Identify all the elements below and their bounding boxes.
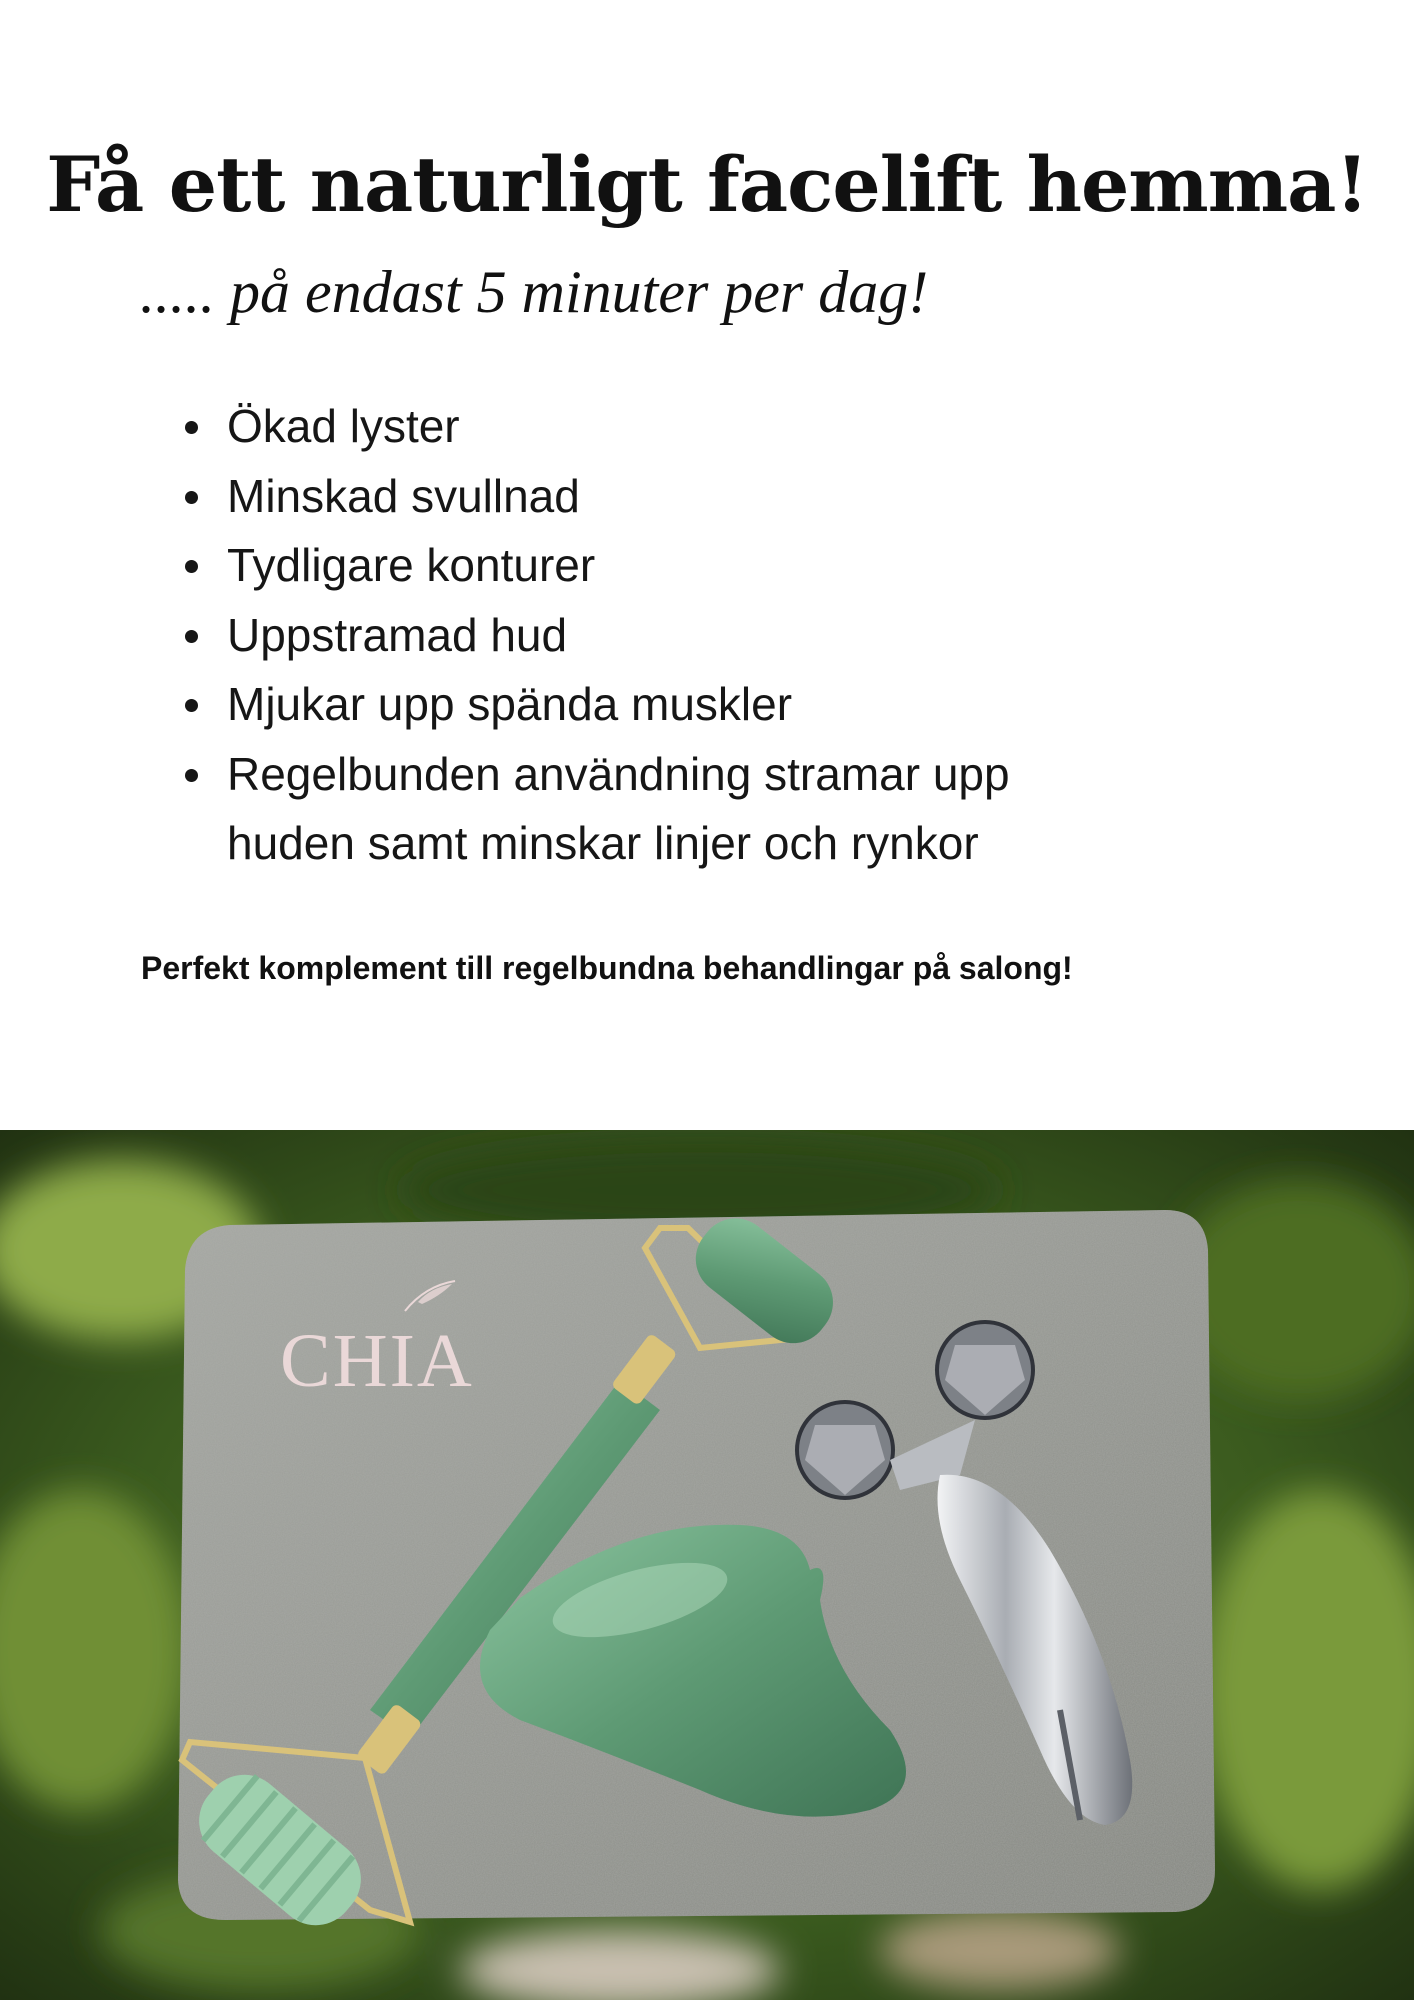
subheadline: ..... på endast 5 minuter per dag! (140, 259, 929, 325)
feather-icon (400, 1276, 460, 1316)
list-item: Mjukar upp spända muskler (175, 670, 1175, 740)
brand-wordmark: CHIA (280, 1319, 474, 1403)
list-item (175, 740, 1175, 879)
benefit-list (175, 392, 1175, 879)
list-item: Uppstramad hud (175, 601, 1175, 671)
brand-logo (280, 1318, 474, 1405)
tagline: Perfekt komplement till regelbundna behandlingar på salong! (141, 950, 1073, 986)
list-item-line: huden samt minskar linjer och rynkor (227, 817, 979, 869)
list-item: Minskad svullnad (175, 462, 1175, 532)
headline: Få ett naturligt facelift hemma! (46, 140, 1368, 229)
list-item-line: Regelbunden användning stramar upp (227, 747, 1010, 800)
list-item: Tydligare konturer (175, 531, 1175, 601)
product-photo (0, 1130, 1414, 2000)
list-item: Ökad lyster (175, 392, 1175, 462)
